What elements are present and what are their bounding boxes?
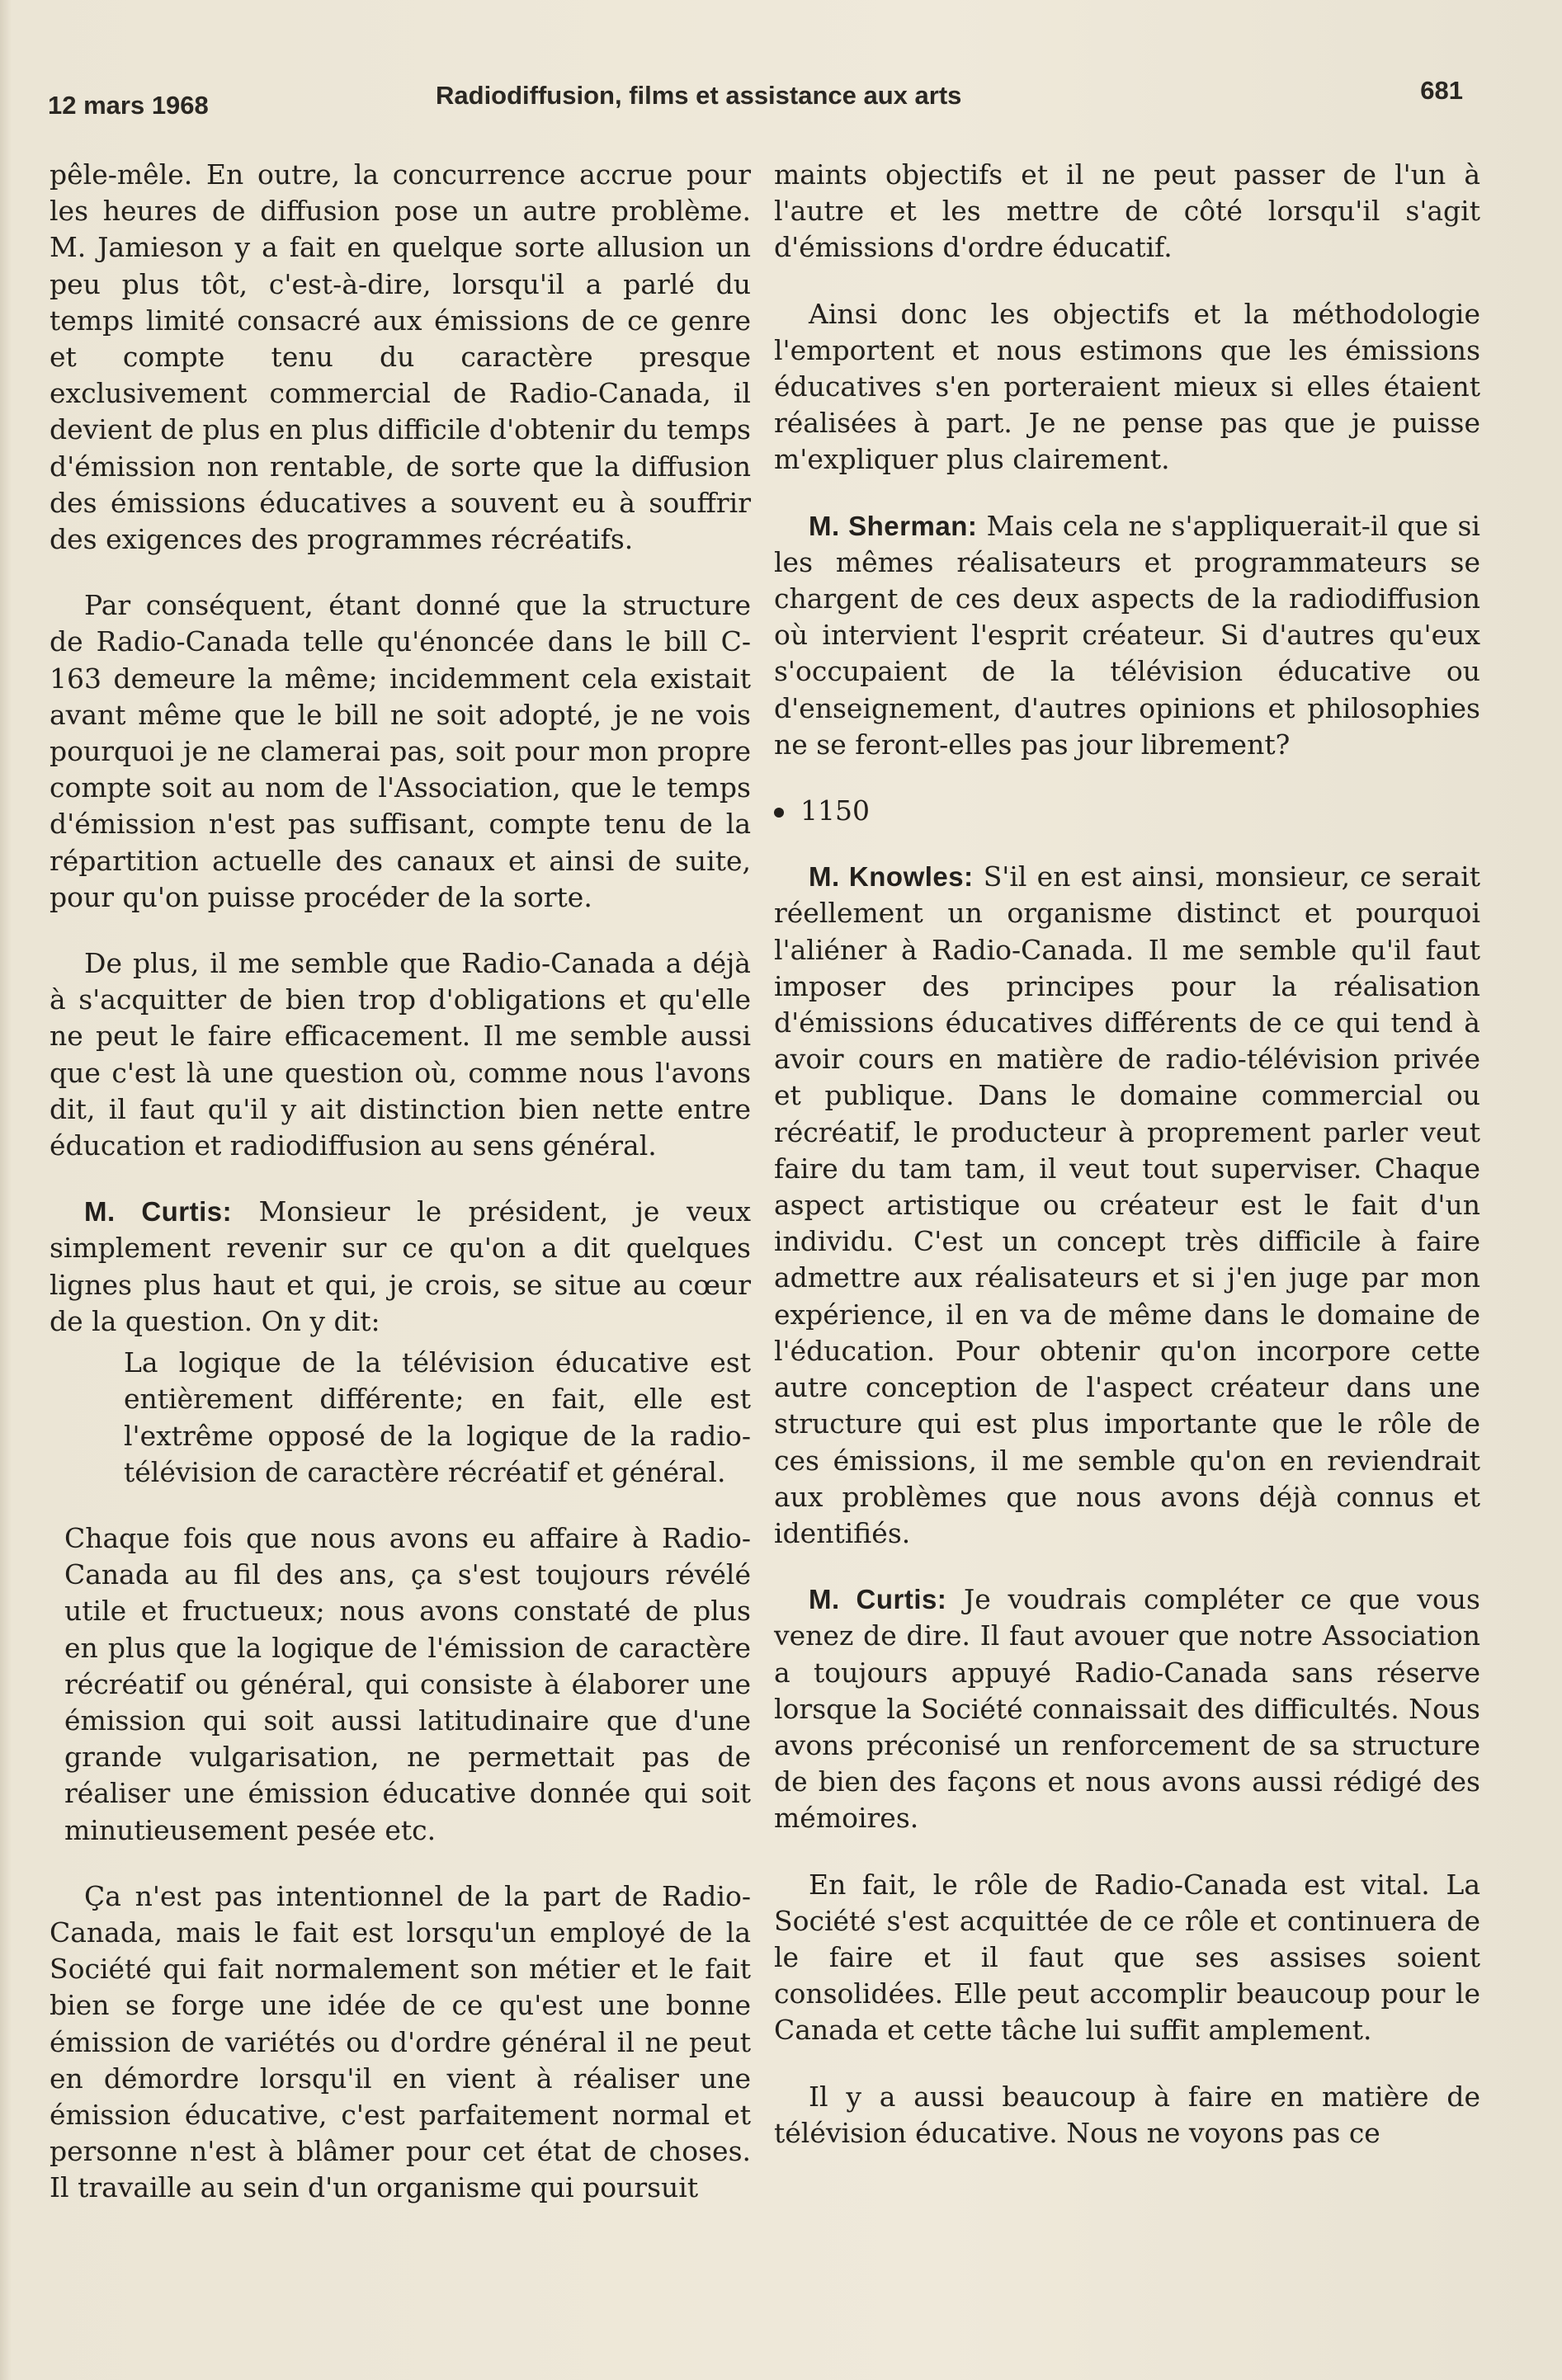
- paragraph: Il y a aussi beaucoup à faire en matière de télévision éducative. Nous ne voyons pas ce: [774, 2080, 1480, 2149]
- paragraph: Ça n'est pas intentionnel de la part de Radio-Canada, mais le fait est lorsqu'un employé de la Société qui fait normalement son métier et le fait bien se forge une idée de ce qu'est une bonne émission de variétés ou d'ordre général il ne peut en démordre lorsqu'il en vient à réaliser une émission éducative, c'est parfaitement normal et personne n'est à blâmer pour cet état de choses. Il travaille au sein d'un organisme qui poursuit: [50, 1879, 751, 2204]
- paragraph: En fait, le rôle de Radio-Canada est vital. La Société s'est acquittée de ce rôle et continuera de le faire et il faut que ses assises soient consolidées. Elle peut accomplir beaucoup pour le Canada et cette tâche lui suffit amplement.: [774, 1868, 1480, 2047]
- speaker-text: Monsieur le président, je veux simplement revenir sur ce qu'on a dit quelques lignes plus haut et qui, je crois, se situe au cœur de la question. On y dit:: [50, 1195, 751, 1337]
- page-number: 681: [1420, 76, 1463, 105]
- speaker-text: Je voudrais compléter ce que vous venez de dire. Il faut avouer que notre Association a toujours appuyé Radio-Canada sans réserve lorsque la Société connaissait des difficultés. Nous avons préconisé un renforcement de sa structure de bien des façons et nous avons aussi rédigé des mémoires.: [774, 1583, 1480, 1835]
- page-header: [48, 76, 1463, 120]
- right-column: [774, 157, 1480, 2181]
- speaker-paragraph: [774, 859, 1480, 1552]
- paragraph: pêle-mêle. En outre, la concurrence accrue pour les heures de diffusion pose un autre problème. M. Jamieson y a fait en quelque sorte allusion un peu plus tôt, c'est-à-dire, lorsqu'il a parlé du temps limité consacré aux émissions de ce genre et compte tenu du caractère presque exclusivement commercial de Radio-Canada, il devient de plus en plus difficile d'obtenir du temps d'émission non rentable, de sorte que la diffusion des émissions éducatives a souvent eu à souffrir des exigences des programmes récréatifs.: [50, 158, 751, 556]
- paragraph: Chaque fois que nous avons eu affaire à Radio-Canada au fil des ans, ça s'est toujours révélé utile et fructueux; nous avons constaté de plus en plus que la logique de l'émission de caractère récréatif ou général, qui consiste à élaborer une émission qui soit aussi latitudinaire que d'une grande vulgarisation, ne permettait pas de réaliser une émission éducative donnée qui soit minutieusement pesée etc.: [64, 1521, 751, 1846]
- paragraph: Par conséquent, étant donné que la structure de Radio-Canada telle qu'énoncée dans le bill C-163 demeure la même; incidemment cela existait avant même que le bill ne soit adopté, je ne vois pourquoi je ne clamerai pas, soit pour mon propre compte soit au nom de l'Association, que le temps d'émission n'est pas suffisant, compte tenu de la répartition actuelle des canaux et ainsi de suite, pour qu'on puisse procéder de la sorte.: [50, 589, 751, 913]
- paragraph: Ainsi donc les objectifs et la méthodologie l'emportent et nous estimons que les émissions éducatives s'en porteraient mieux si elles étaient réalisées à part. Je ne pense pas que je puisse m'expliquer plus clairement.: [774, 297, 1480, 476]
- left-column: [50, 157, 751, 2236]
- header-date: 12 mars 1968: [48, 91, 209, 120]
- paragraph: maints objectifs et il ne peut passer de l'un à l'autre et les mettre de côté lorsqu'il s'agit d'émissions d'ordre éducatif.: [774, 158, 1480, 264]
- speaker-name: M. Curtis:: [84, 1196, 233, 1228]
- speaker-text: Mais cela ne s'appliquerait-il que si les mêmes réalisateurs et programmateurs se chargent de ces deux aspects de la radiodiffusion où intervient l'esprit créateur. Si d'autres qu'eux s'occupaient de la télévision éducative ou d'enseignement, d'autres opinions et philosophies ne se feront-elles pas jour librement?: [774, 509, 1480, 761]
- speaker-paragraph: [774, 1581, 1480, 1836]
- speaker-name: M. Knowles:: [809, 861, 974, 893]
- time-marker-text: 1150: [800, 794, 870, 827]
- block-quote: La logique de la télévision éducative est entièrement différente; en fait, elle est l'extrême opposé de la logique de la radio-télévision de caractère récréatif et général.: [124, 1346, 751, 1488]
- paragraph: De plus, il me semble que Radio-Canada a déjà à s'acquitter de bien trop d'obligations et qu'elle ne peut le faire efficacement. Il me semble aussi que c'est là une question où, comme nous l'avons dit, il faut qu'il y ait distinction bien nette entre éducation et radiodiffusion au sens général.: [50, 947, 751, 1162]
- speaker-text: S'il en est ainsi, monsieur, ce serait réellement un organisme distinct et pourquoi l'aliéner à Radio-Canada. Il me semble qu'il faut imposer des principes pour la réalisation d'émissions éducatives différents de ce qui tend à avoir cours en matière de radio-télévision privée et publique. Dans le domaine commercial ou récréatif, le producteur à proprement parler veut faire du tam tam, il veut tout superviser. Chaque aspect artistique ou créateur est le fait d'un individu. C'est un concept très difficile à faire admettre aux réalisateurs et si j'en juge par mon expérience, il en va de même dans le domaine de l'éducation. Pour obtenir qu'on incorpore cette autre conception de l'aspect créateur dans une structure qui est plus importante que le rôle de ces émissions, il me semble qu'on en reviendrait aux problèmes que nous avons déjà connus et identifiés.: [774, 860, 1481, 1549]
- speaker-name: M. Sherman:: [809, 510, 978, 541]
- speaker-name: M. Curtis:: [809, 1584, 947, 1615]
- speaker-paragraph: [774, 508, 1480, 763]
- time-marker: [774, 793, 1480, 829]
- bullet-icon: [774, 808, 784, 818]
- speaker-paragraph: [50, 1194, 751, 1340]
- header-title: Radiodiffusion, films et assistance aux arts: [436, 81, 962, 110]
